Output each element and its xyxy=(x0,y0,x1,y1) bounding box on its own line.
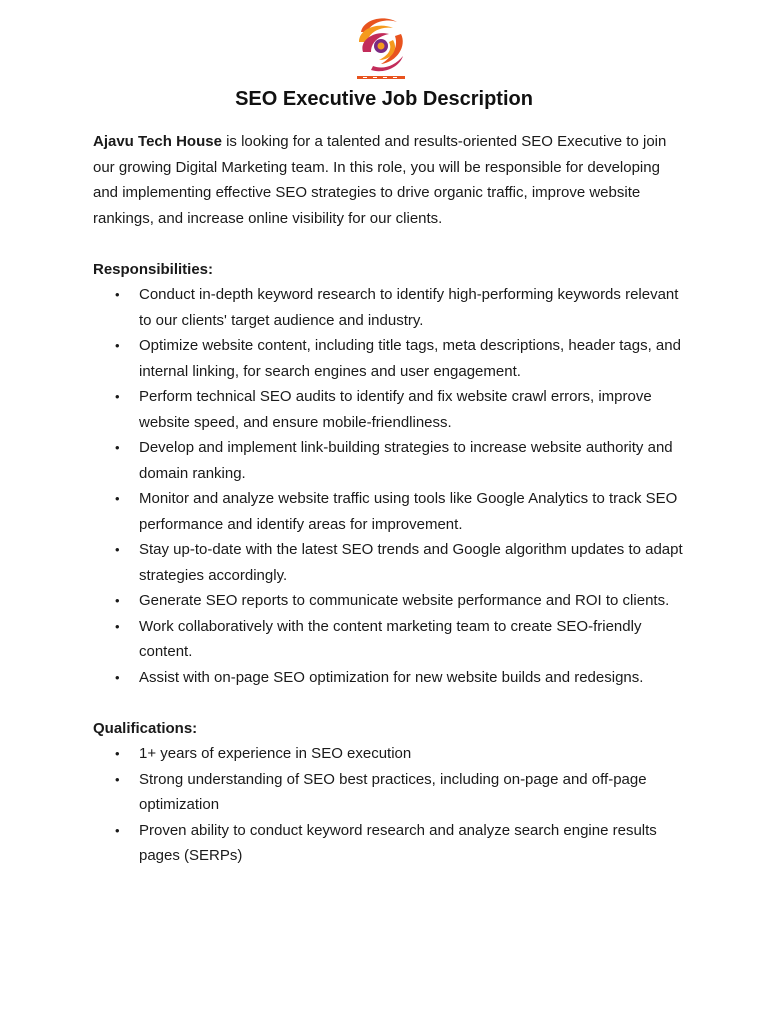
list-item: • Work collaboratively with the content marketing team to create SEO-friendly content. xyxy=(93,614,683,665)
qualifications-list xyxy=(93,741,683,869)
bullet-icon: • xyxy=(115,338,120,353)
bullet-icon: • xyxy=(115,542,120,557)
list-item: • 1+ years of experience in SEO execution xyxy=(93,741,683,767)
responsibilities-heading: Responsibilities: xyxy=(93,260,214,278)
responsibilities-list xyxy=(93,282,683,690)
list-item: • Monitor and analyze website traffic using tools like Google Analytics to track SEO performance and identify areas for improvement. xyxy=(93,486,683,537)
qualifications-heading: Qualifications: xyxy=(93,719,198,737)
list-item: • Strong understanding of SEO best practices, including on-page and off-page optimization xyxy=(93,767,683,818)
bullet-icon: • xyxy=(115,389,120,404)
bullet-icon: • xyxy=(115,822,120,838)
list-item: • Generate SEO reports to communicate website performance and ROI to clients. xyxy=(93,588,683,614)
list-item: • Proven ability to conduct keyword research and analyze search engine results pages (SERPs) xyxy=(93,818,683,869)
bullet-icon: • xyxy=(115,746,120,761)
list-item: • Assist with on-page SEO optimization for new website builds and redesigns. xyxy=(93,665,683,691)
list-item: • Optimize website content, including title tags, meta descriptions, header tags, and internal linking, for search engines and user engagement. xyxy=(93,333,683,384)
bullet-icon: • xyxy=(115,771,120,787)
bullet-icon: • xyxy=(115,491,120,506)
page-title: SEO Executive Job Description xyxy=(235,88,533,110)
bullet-icon: • xyxy=(115,669,120,685)
bullet-icon: • xyxy=(115,440,120,455)
intro-paragraph xyxy=(93,129,683,231)
list-item: • Conduct in-depth keyword research to identify high-performing keywords relevant to our clients' target audience and industry. xyxy=(93,282,683,333)
bullet-icon: • xyxy=(115,593,120,608)
bullet-icon: • xyxy=(115,287,120,302)
list-item: • Stay up-to-date with the latest SEO trends and Google algorithm updates to adapt strategies accordingly. xyxy=(93,537,683,588)
ajavu-tech-house-logo-icon xyxy=(353,12,409,82)
list-item: • Develop and implement link-building strategies to increase website authority and domain ranking. xyxy=(93,435,683,486)
list-item: • Perform technical SEO audits to identify and fix website crawl errors, improve website speed, and ensure mobile-friendliness. xyxy=(93,384,683,435)
company-logo xyxy=(353,12,409,82)
bullet-icon: • xyxy=(115,618,120,634)
company-name: Ajavu Tech House xyxy=(93,133,222,150)
document-body xyxy=(93,129,683,869)
intro-text: is looking for a talented and results-oriented SEO Executive to join our growing Digital Marketing team. In this role, you will be responsible for developing and implementing effective SEO strategies to drive organic traffic, improve website rankings, and increase online visibility for our clients. xyxy=(93,133,667,227)
